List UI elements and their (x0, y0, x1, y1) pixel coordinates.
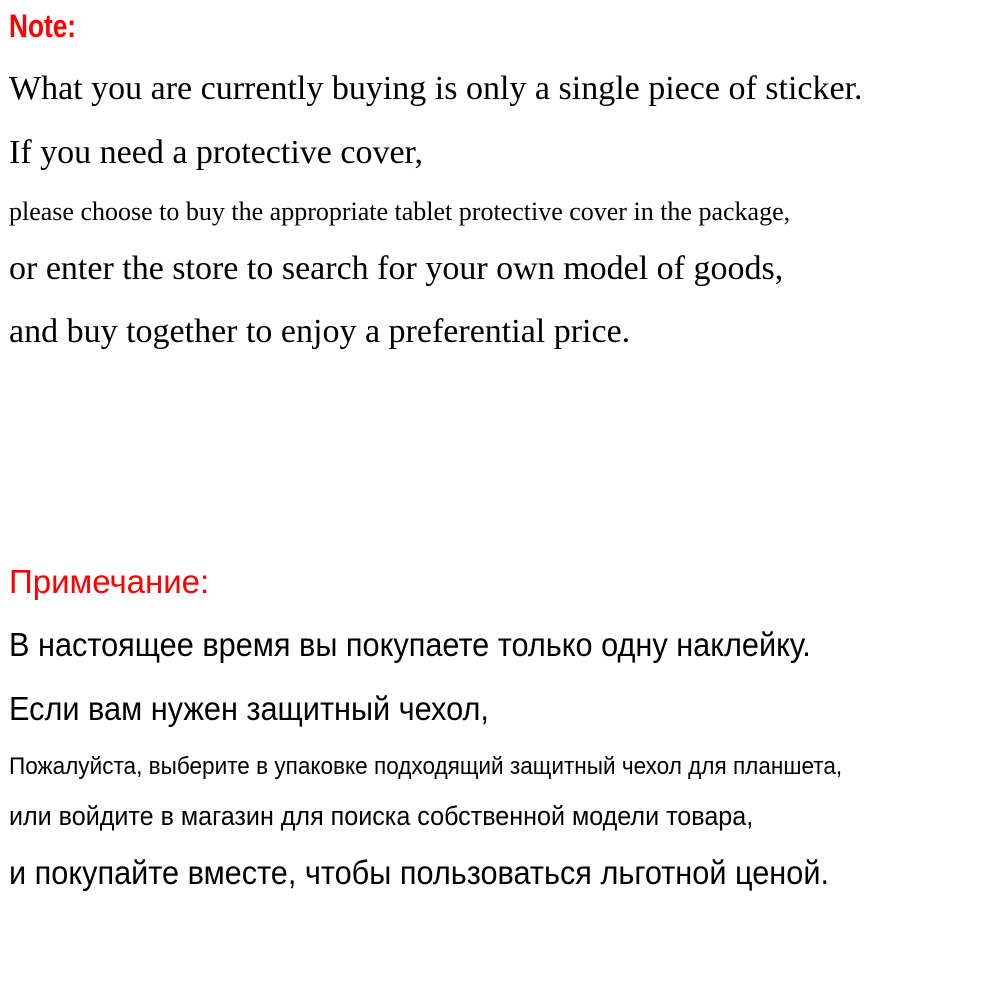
english-note-line-1: What you are currently buying is only a single piece of sticker. (9, 70, 863, 107)
russian-note-line-4: или войдите в магазин для поиска собственной модели товара, (9, 801, 754, 831)
russian-note-line-1: В настоящее время вы покупаете только одну наклейку. (9, 626, 811, 663)
english-note-line-3: please choose to buy the appropriate tablet protective cover in the package, (9, 197, 791, 226)
russian-note-line-5: и покупайте вместе, чтобы пользоваться льготной ценой. (9, 854, 829, 891)
english-note-line-5: and buy together to enjoy a preferential price. (9, 313, 631, 350)
russian-note-line-2: Если вам нужен защитный чехол, (9, 690, 489, 727)
russian-note-line-3: Пожалуйста, выберите в упаковке подходящий защитный чехол для планшета, (9, 753, 843, 780)
english-note-title: Note: (9, 8, 77, 44)
english-note-line-2: If you need a protective cover, (9, 134, 423, 171)
english-note-line-4: or enter the store to search for your own model of goods, (9, 250, 784, 287)
russian-note-title-colon: : (200, 563, 210, 600)
russian-note-title-text: Примечание (9, 563, 201, 600)
russian-note-title (9, 565, 209, 598)
